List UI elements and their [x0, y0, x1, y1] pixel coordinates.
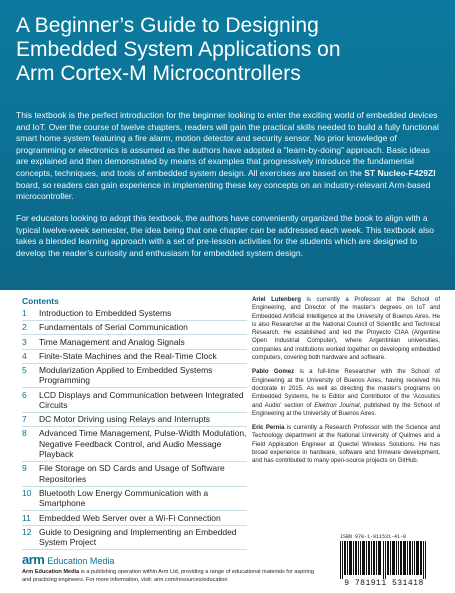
author-name: Eric Pernia: [252, 424, 285, 432]
chapter-number: 11: [22, 512, 31, 523]
list-item: [22, 350, 247, 364]
chapter-number: 6: [22, 389, 27, 400]
chapter-title: Modularization Applied to Embedded Systems Programming: [39, 364, 213, 386]
chapter-title: File Storage on SD Cards and Usage of Software Repositories: [39, 463, 225, 484]
chapter-number: 10: [22, 487, 32, 498]
chapter-number: 12: [22, 526, 32, 537]
chapter-title: Bluetooth Low Energy Communication with a Smartphone: [39, 487, 209, 509]
list-item: [22, 462, 247, 487]
intro-board-name: ST Nucleo-F429ZI: [364, 167, 436, 178]
chapter-number: 8: [22, 428, 27, 439]
list-item: [22, 321, 247, 335]
chapter-number: 4: [22, 350, 27, 361]
chapter-title: Introduction to Embedded Systems: [39, 308, 172, 319]
bio-gomez: [252, 368, 440, 418]
list-item: [22, 307, 247, 321]
educators-paragraph: For educators looking to adopt this textbook, the authors have conveniently organized the book to align with a typical twelve-week semester, the idea being that one chapter can be addressed each week. This textbook also takes a blended learning approach with a set of pre-lesson activities for the students which are designed to develop the reader’s curiosity and enthusiasm for embedded system design.: [16, 213, 435, 258]
chapter-number: 9: [22, 463, 27, 474]
list-item: [22, 388, 247, 413]
list-item: [22, 364, 247, 389]
bio-text: is a full-time Researcher with the School of Engineering at the University of Buenos Aires, having received his doctorate in 2015. As well as directing the master’s programs on Embedded Systems, he is Editor and Contributor of the ‘Acoustics and Audio’ section of: [252, 368, 440, 409]
bio-pernia: [252, 424, 440, 465]
list-item: [22, 413, 247, 427]
bio-lutenberg: [252, 296, 440, 362]
title-line-2: Embedded System Applications on: [16, 38, 341, 61]
intro-text-b: board, so readers can gain experience in implementing these key concepts on an industry-relevant Arm-based microcontroller.: [16, 179, 431, 202]
cover-bottom-panel: [0, 290, 455, 593]
logo-arm-wordmark: arm: [22, 552, 45, 567]
bio-text: is currently a Research Professor with the Science and Technology department at the National University of Quilmes and a Field Application Engineer at Quectel Wireless Solutions. He has broad experience in hardware, software and firmware development, and has contributed to many open-source projects on GitHub.: [252, 424, 440, 465]
publisher-description: is a publishing operation within Arm Ltd, providing a range of educational materials for aspiring and practicing engineers. For more information, visit: arm.com/resources/education: [22, 569, 314, 583]
journal-name: Elektron Journal: [314, 401, 360, 409]
list-item: [22, 427, 247, 462]
contents-heading: Contents: [22, 296, 59, 306]
contents-list: [22, 307, 247, 550]
author-name: Ariel Lutenberg: [252, 296, 301, 303]
publisher-footer: [22, 569, 322, 584]
cover-top-panel: [0, 0, 455, 290]
list-item: [22, 526, 247, 551]
chapter-number: 1: [22, 308, 27, 319]
list-item: [22, 335, 247, 349]
author-name: Pablo Gomez: [252, 368, 295, 376]
chapter-title: DC Motor Driving using Relays and Interrupts: [39, 414, 211, 425]
chapter-title: Fundamentals of Serial Communication: [39, 322, 188, 333]
barcode-icon: [340, 541, 428, 579]
chapter-title: Embedded Web Server over a Wi-Fi Connection: [39, 512, 221, 523]
author-bios: [252, 296, 440, 472]
intro-paragraph: [16, 110, 441, 203]
logo-education-media: Education Media: [47, 556, 115, 566]
publisher-name: Arm Education Media: [22, 569, 80, 575]
title-line-3: Arm Cortex-M Microcontrollers: [16, 62, 301, 85]
bio-text: is currently a Professor at the School of Engineering, and Director of the master’s degrees on IoT and Embedded Artificial Intelligence at the University of Buenos Aires. He is also Researcher at the National Council of Scientific and Technical Research. He established and led the Proyecto CIAA (Argentine Open Industrial Computer), where Argentinian universities, companies and institutions worked together on developing embedded computers, covering both hardware and software.: [252, 296, 441, 362]
chapter-title: Advanced Time Management, Pulse-Width Modulation, Negative Feedback Control, and Audio Message Playback: [39, 428, 247, 460]
bio-text: , published by the School of Engineering at the University of Buenos Aires.: [252, 401, 440, 417]
isbn-barcode: [336, 534, 432, 589]
isbn-label: ISBN 978-1-911531-41-8: [340, 534, 407, 540]
intro-text-a: This textbook is the perfect introduction for the beginner looking to enter the exciting world of embedded devices and IoT. Over the course of twelve chapters, readers will gain the practical skills needed to build a fully functional smart home system featuring a fire alarm, motion detector and security sensor. No prior knowledge of programming or electronics is assumed as the authors have adopted a “learn-by-doing” approach. Basic ideas are explained and then demonstrated by means of examples that progressively introduce the fundamental concepts, techniques, and tools of embedded system design. All exercises are based on the: [16, 110, 439, 178]
chapter-title: Time Management and Analog Signals: [39, 336, 185, 347]
list-item: [22, 487, 247, 512]
chapter-number: 5: [22, 364, 27, 375]
chapter-number: 2: [22, 322, 27, 333]
chapter-title: Finite-State Machines and the Real-Time Clock: [39, 350, 217, 361]
book-title: [16, 14, 441, 86]
chapter-number: 7: [22, 414, 27, 425]
chapter-number: 3: [22, 336, 27, 347]
list-item: [22, 511, 247, 525]
chapter-title: LCD Displays and Communication between Integrated Circuits: [39, 389, 244, 410]
chapter-title: Guide to Designing and Implementing an Embedded System Project: [39, 526, 237, 548]
title-line-1: A Beginner’s Guide to Designing: [16, 14, 319, 37]
arm-education-media-logo: [22, 552, 114, 567]
barcode-digits: 9 781911 531418: [344, 579, 424, 588]
